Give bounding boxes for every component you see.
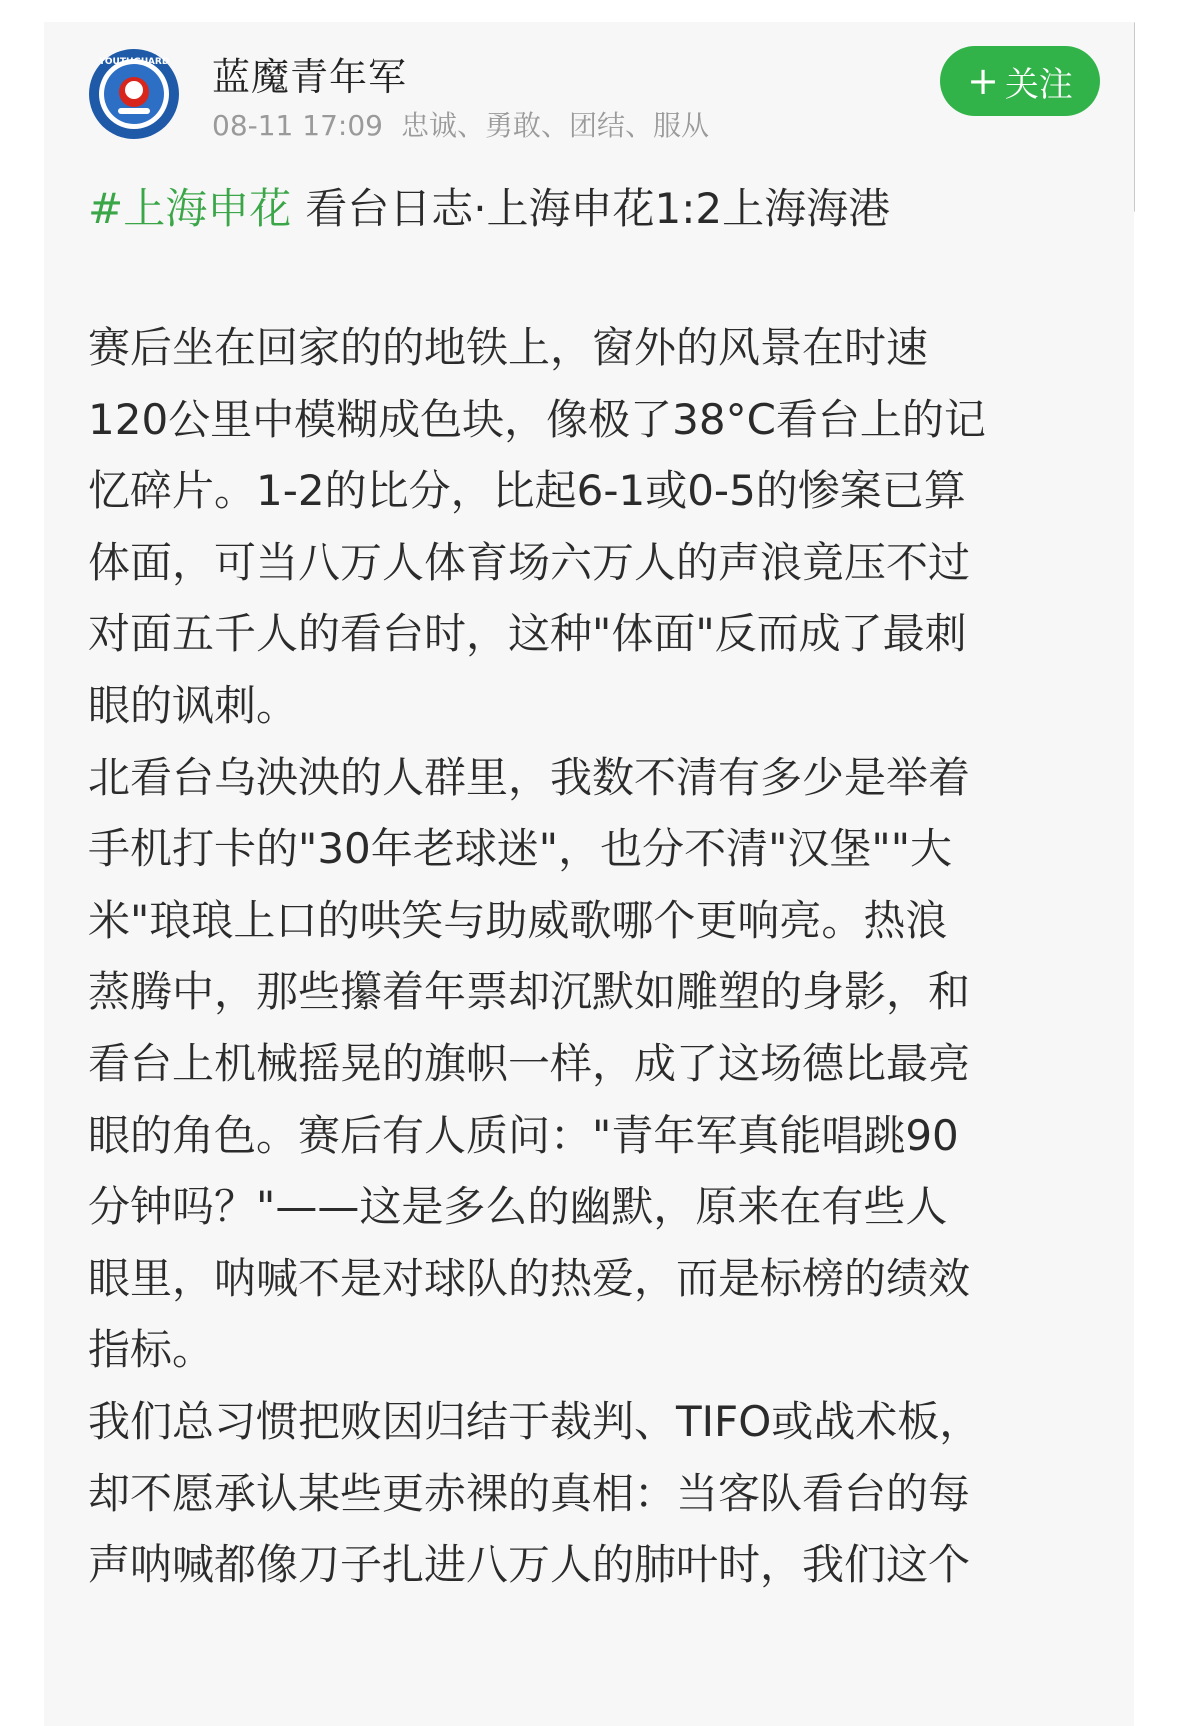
article-line: 却不愿承认某些更赤裸的真相：当客队看台的每 [88,1468,971,1518]
post-title [88,176,890,236]
article-line: 我们总习惯把败因归结于裁判、TIFO或战术板， [88,1396,982,1446]
article-line: 看台上机械摇晃的旗帜一样，成了这场德比最亮 [88,1038,971,1088]
article-line: 眼的讽刺。 [88,680,299,730]
article-line: 分钟吗？"——这是多么的幽默，原来在有些人 [88,1182,948,1232]
account-name[interactable]: 蓝魔青年军 [212,55,408,99]
article-line: 蒸腾中，那些攥着年票却沉默如雕塑的身影，和 [88,967,971,1017]
hashtag-link[interactable]: #上海申花 [88,184,292,233]
article-line: 眼的角色。赛后有人质问："青年军真能唱跳90 [88,1110,959,1160]
article-line: 米"琅琅上口的哄笑与助威歌哪个更响亮。热浪 [88,895,948,945]
youth-guard-logo-icon [88,48,180,140]
post-title-text: 看台日志·上海申花1:2上海海港 [305,184,891,233]
post-time: 08-11 17:09 [212,109,383,142]
account-motto: 忠诚、勇敢、团结、服从 [400,109,709,142]
article-line: 北看台乌泱泱的人群里，我数不清有多少是举着 [88,752,971,802]
article-line: 声呐喊都像刀子扎进八万人的肺叶时，我们这个 [88,1540,971,1590]
article-line: 对面五千人的看台时，这种"体面"反而成了最刺 [88,609,967,659]
article-line: 忆碎片。1-2的比分，比起6-1或0-5的惨案已算 [88,466,966,516]
article-line: 体面，可当八万人体育场六万人的声浪竟压不过 [88,537,971,587]
follow-button[interactable] [940,46,1100,116]
article-body [88,312,1092,1601]
article-line: 120公里中模糊成色块，像极了38°C看台上的记 [88,394,986,444]
post-meta [212,104,709,144]
article-line: 眼里，呐喊不是对球队的热爱，而是标榜的绩效 [88,1253,971,1303]
top-margin [0,0,1179,22]
article-line: 指标。 [88,1325,215,1375]
follow-label: 关注 [1004,64,1073,105]
article-line: 赛后坐在回家的的地铁上，窗外的风景在时速 [88,323,929,372]
avatar[interactable] [88,48,180,140]
svg-text:YOUTHGUARD: YOUTHGUARD [98,57,170,67]
article-line: 手机打卡的"30年老球迷"，也分不清"汉堡""大 [88,824,953,874]
post-card [44,22,1134,1726]
plus-icon: + [967,59,999,103]
